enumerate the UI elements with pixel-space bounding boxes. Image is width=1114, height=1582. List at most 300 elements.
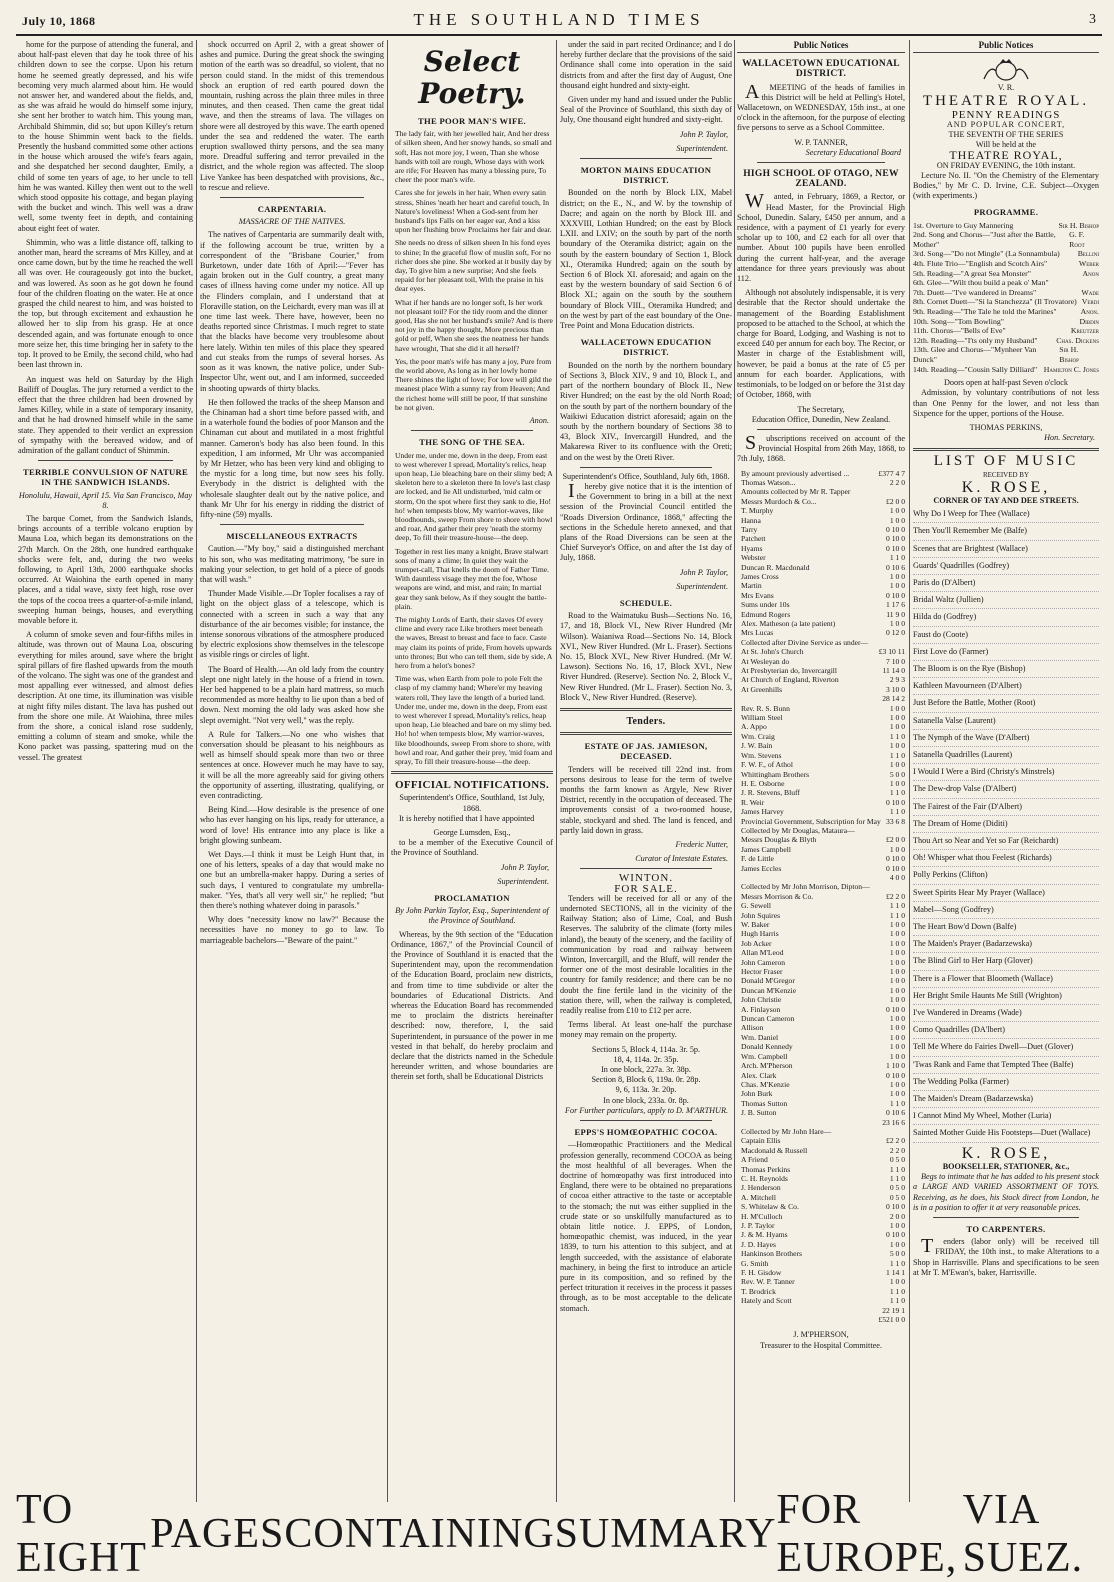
subscription-amount: 0 10 6 — [886, 562, 905, 572]
subscription-row — [737, 600, 905, 609]
subscription-row — [737, 713, 905, 722]
subscription-amount: 2 9 3 — [889, 675, 905, 685]
programme-composer: Chas. Dickens — [1056, 335, 1099, 345]
music-list — [913, 506, 1099, 1143]
subscriber-name: James Harvey — [741, 807, 784, 817]
subscription-amount: 1 0 0 — [889, 844, 905, 854]
subscription-row — [737, 544, 905, 553]
subscription-row — [737, 1118, 905, 1127]
divider — [757, 162, 885, 163]
music-item: The Nymph of the Wave (D'Albert) — [913, 730, 1099, 747]
extract-paragraph: Wet Days.—I think it must be Leigh Hunt that, in one of his letters, speaks of a day that would make no one but an umbrella-maker happy. During a series of such days, I ventured to congratulate my umbrella-maker. "Yes, that's all very well sir," he replied; "but then there's nothing whatever doing in parasols." — [200, 850, 384, 911]
subscription-amount: 1 0 0 — [889, 515, 905, 525]
divider — [38, 460, 173, 461]
subscription-amount: 1 0 0 — [889, 995, 905, 1005]
column-rule — [556, 40, 557, 1502]
subscriber-name: J. & M. Hyams — [741, 1230, 788, 1240]
subscription-amount: 1 0 0 — [889, 571, 905, 581]
divider — [580, 467, 712, 468]
programme-composer: Wade — [1081, 287, 1099, 297]
subscription-amount: 0 10 0 — [886, 590, 905, 600]
notice-paragraph: Although not absolutely indispensable, it is very desirable that the Rector should undertake the management of the Boarding Establishment proposed to be attached to the School, at which the charge for Board, Lodging, and Washing is not to exceed £40 per annum for each boy. The Rector, or Master in charge of the Establishment will, however, be paid a bonus at the rate of £5 per annum for each boarder. Applications, with testimonials, to be lodged on or before the 31st day of October, 1868, with — [737, 288, 905, 400]
subscription-row — [737, 788, 905, 797]
subscriber-name: A. Appo — [741, 722, 767, 732]
music-item: The Dream of Home (Diditi) — [913, 816, 1099, 833]
column-5 — [737, 40, 905, 1502]
district-paragraph: Bounded on the north by the northern boundary of Sections 3, Block XIV., 9 and 10, Block I., and part of the northern boundary of Block II., New River Hundred; on the east by the old North Road; on the south by part of the northern boundary of the Waikiwi Education district aforesaid; again on the south by the northern boundary of Sections 38 to 43, Block XIV., Invercargill Hundred, and the Makarewa River to its confluence with the Oreti; and on the west by the Oreti River. — [560, 360, 732, 462]
notice-paragraph: Wanted, in February, 1869, a Rector, or Head Master, for the Provincial High School, Dunedin. Salary, £450 per annum, and a residence, with a payment of £1 yearly for every scholar up to 100, and £2 each for all over that number. About 100 pupils have been enrolled during the current half-year, and the average attendance for three years previously was about 112. — [737, 190, 905, 284]
notice-paragraph: Terms liberal. At least one-half the purchase money may remain on the property. — [560, 1020, 732, 1040]
subscription-amount: 0 10 0 — [886, 534, 905, 544]
subscription-amount: 1 0 0 — [889, 1221, 905, 1231]
section-listing: Section 8, Block 6, 119a. 0r. 28p. — [591, 1075, 701, 1085]
issue-date: July 10, 1868 — [22, 14, 96, 28]
programme-item — [913, 336, 1099, 346]
merchant-address: CORNER OF TAY AND DEE STREETS. — [933, 495, 1079, 505]
notice-heading: ESTATE OF JAS. JAMIESON, DECEASED. — [584, 741, 708, 762]
subscription-row — [737, 610, 905, 619]
subscriber-name: Captain Ellis — [741, 1136, 781, 1146]
subscriber-name: Messrs Douglas & Blyth — [741, 835, 817, 845]
subscriber-name: Collected by Mr John Hare— — [741, 1126, 832, 1136]
event-date: ON FRIDAY EVENING, the 10th instant. — [936, 160, 1076, 170]
event-series: THE SEVENTH OF THE SERIES — [948, 130, 1064, 140]
footer-word: CONTAINING — [284, 1511, 555, 1557]
notice-paragraph: Tenders will be received till 22nd inst. from persons desirous to lease for the term of twelve months the farm known as Argyle, New River District, recently in the occupation of deceased. The improvements consist of a two-roomed house, stable, stockyard and shed. The land is fenced, and partly laid down in grass. — [560, 764, 732, 835]
subscriber-name: Duncan Cameron — [741, 1014, 795, 1024]
music-item: The Wedding Polka (Farmer) — [913, 1074, 1099, 1091]
subscription-amount: 0 10 0 — [886, 854, 905, 864]
poem-stanza: Cares she for jewels in her hair, When every satin stress, Shines 'neath her heart and careful touch, In Nature's loveliness! When a God-sent from her husband's lips Falls on her eager ear, And a kiss upon her flushing brow Proclaims her fair and dear. — [395, 188, 552, 235]
subscription-amount: 0 10 0 — [886, 1202, 905, 1212]
extract-paragraph: Being Kind.—How desirable is the presence of one who has ever hanging on his lips, ready for utterance, a word of love! His entrance into any place is like a bright glowing sunbeam. — [200, 805, 384, 845]
subscriber-name: F. de Little — [741, 854, 774, 864]
subscription-amount: 1 0 0 — [889, 713, 905, 723]
subscriber-name — [737, 1306, 741, 1315]
subscriber-name: H. E. Osborne — [741, 778, 785, 788]
subscription-row — [737, 798, 905, 807]
subscription-amount: 1 0 0 — [889, 506, 905, 516]
subscription-row — [737, 638, 905, 647]
merchant-trade: BOOKSELLER, STATIONER, &c., — [942, 1161, 1070, 1171]
programme-item — [913, 221, 1099, 231]
programme-piece: 6th. Glee—"Wilt thou build a peak o' Man" — [913, 278, 1049, 288]
lecture-text: Lecture No. II. "On the Chemistry of the Elementary Bodies," by Mr C. D. Irvine, C.E. Subject—Oxygen (with experiments.) — [913, 170, 1099, 201]
divider — [580, 158, 712, 159]
music-item: Mabel—Song (Godfrey) — [913, 902, 1099, 919]
subscriber-name: T. Brodrick — [741, 1286, 776, 1296]
section-listing: Sections 5, Block 4, 114a. 3r. 5p. — [591, 1044, 701, 1054]
footer-banner — [16, 1487, 1102, 1581]
subscription-row — [737, 694, 905, 703]
subscription-row — [737, 958, 905, 967]
subscriber-name: James Campbell — [741, 844, 791, 854]
column-rule — [909, 40, 910, 1502]
article-heading: MISCELLANEOUS EXTRACTS — [226, 531, 358, 542]
subscriber-name: Thomas Watson... — [741, 477, 796, 487]
subscription-row — [737, 525, 905, 534]
office-line: Superintendent's Office, Southland, July 6th, 1868. — [562, 471, 730, 481]
music-item: The Fairest of the Fair (D'Albert) — [913, 799, 1099, 816]
music-item: The Dew-drop Valse (D'Albert) — [913, 781, 1099, 798]
subscription-amount: 1 1 0 — [889, 750, 905, 760]
divider — [560, 708, 732, 711]
subscription-row — [737, 911, 905, 920]
subscription-amount: 1 0 0 — [889, 581, 905, 591]
subscriber-name: By amount previously advertised ... — [741, 468, 850, 478]
subscription-amount: 1 0 0 — [889, 967, 905, 977]
article-paragraph: shock occurred on April 2, with a great shower of ashes and pumice. During the great shock the swinging motion of the earth was so dreadful, so violent, that no person could stand. In the midst of this tremendous shock an eruption of red earth poured down the mountain, rushing across the plain three miles in three minutes, and then ceased. Then came the great tidal wave, and then the streams of lava. The villages on shore were all destroyed by this wave. The earth opened under the sea and reddened the water. The earth eruption swallowed thirty persons, and the sea many more. Dreadful suffering and terror prevailed in the district, and the whole region was affected. The sloop Live Yankee has been despatched with provisions, &c., to rescue and relieve. — [200, 40, 384, 192]
subscription-amount: 7 10 0 — [886, 656, 905, 666]
subscription-row — [737, 760, 905, 769]
subscription-row — [737, 1212, 905, 1221]
subscriber-name: Macdonald & Russell — [741, 1145, 808, 1155]
subscriber-name: Hugh Harris — [741, 929, 779, 939]
subscription-amount: 0 10 0 — [886, 1230, 905, 1240]
subscription-row — [737, 497, 905, 506]
subscription-row — [737, 1089, 905, 1098]
subscription-row — [737, 647, 905, 656]
subscriber-name: Arch. M'Pherson — [741, 1061, 793, 1071]
venue-heading: THEATRE ROYAL, — [949, 148, 1063, 163]
proclamation-paragraph: under the said in part recited Ordinance; and I do hereby further declare that the provisions of the said Ordinance shall come into operation in the said districts from and after the first day of August, One thousand eight hundred and sixty-eight. — [560, 40, 732, 90]
subscription-amount: 4 0 0 — [889, 872, 905, 882]
programme-item — [913, 365, 1099, 375]
divider — [580, 868, 712, 869]
subscriber-name: Messrs Morrison & Co. — [741, 891, 814, 901]
subscription-row — [737, 685, 905, 694]
subscription-amount: 1 1 0 — [889, 910, 905, 920]
subscription-amount: 0 10 6 — [886, 1108, 905, 1118]
subscription-amount: 1 0 0 — [889, 722, 905, 732]
subscription-amount: 28 14 2 — [882, 694, 905, 704]
subscriber-name: Sums under 10s — [741, 600, 790, 610]
music-item: The Maiden's Dream (Badarzewska) — [913, 1091, 1099, 1108]
subscription-row — [737, 722, 905, 731]
divider — [220, 197, 364, 198]
subscription-row — [737, 1146, 905, 1155]
schedule-heading: SCHEDULE. — [619, 597, 673, 608]
subscriber-name: W. Baker — [741, 920, 770, 930]
subscription-amount: 0 10 0 — [886, 797, 905, 807]
music-item: Como Quadrilles (DA'lbert) — [913, 1022, 1099, 1039]
music-item: Why Do I Weep for Thee (Wallace) — [913, 506, 1099, 523]
subscription-amount: 1 0 0 — [889, 1239, 905, 1249]
section-listing: 18, 4, 114a. 2r. 35p. — [613, 1054, 679, 1064]
poem-stanza: Yes, the poor man's wife has many a joy, Pure from the world above, As long as in her lowly home There shines the light of love; For love will gild the meanest place With a sunny ray from Heaven; And the richest home will still be poor, If that sunshine be not given. — [395, 356, 552, 412]
subscription-row — [737, 581, 905, 590]
footer-word: PAGES — [150, 1511, 285, 1557]
subscription-row — [737, 628, 905, 637]
signature: John P. Taylor, — [500, 862, 549, 872]
extract-paragraph: Thunder Made Visible.—Dr Topler focalises a ray of light on the object glass of a telescope, which is connected with a screen in such a way that any disturbance of the air becomes visible; for instance, the intense sonorous vibrations of the atmosphere produced by electric explosions show themselves in the telescope as visible rings or circles of light. — [200, 589, 384, 660]
subscription-amount: 1 0 0 — [889, 976, 905, 986]
subscription-row — [737, 469, 905, 478]
subscription-row — [737, 995, 905, 1004]
subscriber-name: Allan M'Leod — [741, 948, 784, 958]
subscriber-name: At St. John's Church — [741, 647, 804, 657]
poem-stanza: She needs no dress of silken sheen In his fond eyes to shine; In the graceful flow of muslin soft, For no richer does she pine. She worked at it busily day by day, To give him a new surprise; And she feels repaid for her pleasant toil, With the praise in his dear eyes. — [395, 238, 552, 294]
subscription-amount: 2 2 0 — [889, 477, 905, 487]
programme-item — [913, 259, 1099, 269]
subscription-row — [737, 920, 905, 929]
subscription-amount: 1 0 0 — [889, 1277, 905, 1287]
subscription-row — [737, 976, 905, 985]
royal-crest-icon — [976, 57, 1036, 83]
programme-item — [913, 288, 1099, 298]
programme-composer: Kreutzer — [1070, 326, 1099, 336]
subscriber-name: Edmund Rogers — [741, 609, 791, 619]
subscriber-name: F. W. F., of Athol — [741, 760, 793, 770]
column-rule — [734, 40, 735, 1502]
poem-author: Anon. — [529, 416, 549, 426]
extract-paragraph: Why does "necessity know no law?" Because the necessities have no money to go to law. To marriageable bachelors—"Beware of the paint." — [200, 915, 384, 945]
subscriber-name: Hyams — [741, 543, 763, 553]
subscriber-name: Hector Fraser — [741, 967, 783, 977]
subscription-row — [737, 1296, 905, 1305]
programme-item — [913, 230, 1099, 249]
subscription-amount: 1 1 0 — [889, 731, 905, 741]
subscription-row — [737, 986, 905, 995]
subscriber-name: Collected by Mr Douglas, Mataura— — [741, 825, 855, 835]
subscription-row — [737, 1268, 905, 1277]
poem-stanza: What if her hands are no longer soft, Is her work not pleasant toil? For the tidy room and the dinner good, Has she not her husband's smile? And is there not joy in the happy thought, More precious than gold or pelf, When she sees the neatness her hands have wrought, That she did it all herself? — [395, 297, 553, 353]
signature-role: Curator of Intestate Estates. — [635, 854, 728, 864]
subscription-amount: 1 0 0 — [889, 741, 905, 751]
subscriber-name: A Friend — [741, 1155, 768, 1165]
programme-piece: 7th. Duett—"I've wandered in Dreams" — [913, 287, 1037, 297]
article-heading: CARPENTARIA. — [257, 204, 327, 215]
subscription-row — [737, 939, 905, 948]
subscriber-name: J. B. Sutton — [741, 1108, 777, 1118]
subscriber-name: J. R. Stevens, Bluff — [741, 788, 800, 798]
music-item: Sweet Spirits Hear My Prayer (Wallace) — [913, 885, 1099, 902]
music-item: There is a Flower that Bloometh (Wallace) — [913, 971, 1099, 988]
subscriber-name: Alex. Clark — [741, 1070, 777, 1080]
subscriber-name: S. Whitelaw & Co. — [741, 1202, 799, 1212]
subscription-row — [737, 948, 905, 957]
poem-stanza: Time was, when Earth from pole to pole Felt the clasp of my clammy hand; Where'er my heaving waters roll, They lave the length of a buried land. Under me, under me, down in the deep, From east to west wherever I spread, Mortality's relics, heap upon heap, Lie bleached and bare on my slimy bed. Ho! ho! when tempests blow, My warrior-waves, like bloodhounds, sweep From shore to shore, with howl and roar, And gather their prey, 'mid foam and spray, To fill their treasure-house—the deep. — [395, 674, 553, 766]
section-listing: 9, 6, 113a. 3r. 20p. — [615, 1085, 677, 1095]
subscription-amount: 1 0 0 — [889, 1079, 905, 1089]
subscription-amount: 1 0 0 — [889, 619, 905, 629]
proclamation-heading: PROCLAMATION — [434, 893, 510, 904]
subscriber-name: Whittingham Brothers — [741, 769, 810, 779]
subscription-row — [737, 572, 905, 581]
notice-paragraph: Tenders (labor only) will be received till FRIDAY, the 10th inst., to make Alterations to a Shop in Harrisville. Plans and specifications to be seen at Mr T. M'Ewan's, baker, Harrisville. — [913, 1235, 1099, 1277]
subscription-row — [737, 487, 905, 496]
music-item: Her Bright Smile Haunts Me Still (Wrighton) — [913, 988, 1099, 1005]
notice-heading: TO CARPENTERS. — [966, 1223, 1046, 1234]
subscription-row — [737, 1183, 905, 1192]
subscription-amount: 1 0 0 — [889, 1032, 905, 1042]
subscriber-name: At Greenhills — [741, 684, 783, 694]
subscription-amount: £3 10 11 — [878, 647, 905, 657]
subscriber-name: John Cameron — [741, 957, 786, 967]
programme-piece: 10th. Song—"Tom Bowling" — [913, 316, 1004, 326]
subscription-amount: 1 1 0 — [889, 1296, 905, 1306]
subscription-amount: 3 10 0 — [886, 684, 905, 694]
subscription-row — [737, 732, 905, 741]
subscription-row — [737, 553, 905, 562]
subscription-row — [737, 666, 905, 675]
subscription-amount: 1 0 0 — [889, 938, 905, 948]
programme-piece: 8th. Cornet Duett—"Si la Stanchezza" (Il Trovatore) — [913, 297, 1077, 307]
subscription-amount: 1 1 0 — [889, 788, 905, 798]
subscription-amount: 1 0 0 — [889, 957, 905, 967]
newspaper-title: THE SOUTHLAND TIMES — [413, 10, 705, 29]
article-paragraph: The barque Comet, from the Sandwich Islands, brings accounts of a terrible volcano eruption by Mauna Loa, which began its demonstrations on the 27th March. On the 28th, one hundred earthquake shocks were felt, and, during the two weeks following, to April 13th, 2000 earthquake shocks occurred. At Waiohina the earth opened in many places, and a tidal wave, sixty feet high, rose over the tops of the cocoa trees a quarter-of-a-mile inland, sweeping human beings, houses, and everything movable before it. — [18, 513, 193, 625]
music-list-heading: LIST OF MUSIC — [933, 453, 1079, 470]
proclamation-paragraph: Whereas, by the 9th section of the "Education Ordinance, 1867," of the Provincial Council of the Province of Southland it is enacted that the Superintendent may, upon the recommendation of the Education Board, proclaim new districts, and from time to time subdivide or alter the boundaries of Educational Districts. And whereas the Education Board has recommended me to proclaim the districts hereinafter described: now, therefore, I, the said Superintendent, in pursuance of the power in me vested in that behalf, do hereby proclaim and declare that the districts named in the Schedule hereunder written, and whose boundaries are therein set forth, shall be Educational Districts — [391, 929, 553, 1082]
programme-piece: 2nd. Song and Chorus—"Just after the Battle, Mother" — [913, 230, 1056, 249]
notice-paragraph: Subscriptions received on account of the Provincial Hospital from 26th May, 1868, to 7th July, 1868. — [737, 431, 905, 464]
signature-role: Secretary Educational Board — [805, 147, 901, 157]
subscription-amount: 1 1 0 — [889, 1286, 905, 1296]
subscription-amount: 5 0 0 — [889, 1249, 905, 1259]
subscription-row — [737, 779, 905, 788]
signature: Frederic Nutter, — [675, 840, 728, 850]
subscription-row — [737, 751, 905, 760]
subscription-row — [737, 1221, 905, 1230]
subscription-row — [737, 675, 905, 684]
subscription-row — [737, 1061, 905, 1070]
subscription-row — [737, 1193, 905, 1202]
music-item: Faust do (Coote) — [913, 627, 1099, 644]
subscriber-name — [737, 873, 741, 882]
programme-item — [913, 317, 1099, 327]
subscription-row — [737, 591, 905, 600]
subscriber-name: J. Henderson — [741, 1183, 781, 1193]
subscription-amount: 0 5 0 — [889, 1155, 905, 1165]
article-paragraph: Shimmin, who was a little distance off, talking to another man, heard the screams of Mrs Killey, and at once came down, but by the time he reached the well all was over. He courageously got into the bucket, and was lowered. As soon as he got down he found four of the children floating on the water. He at once grasped the child nearest to him, and was hoisted to the top, but through excitement and exhaustion he allowed her to slip from his grasp. He at once descended again, and was fortunate enough to once more seize her, this time bringing her in safety to the top. It proved to be Emily, the second child, who had been last thrown in. — [18, 237, 193, 370]
subscription-row — [737, 1240, 905, 1249]
music-item: Satanella Valse (Laurent) — [913, 713, 1099, 730]
music-item: Kathleen Mavourneen (D'Albert) — [913, 678, 1099, 695]
subscription-amount: 33 6 8 — [886, 816, 905, 826]
music-item: The Bloom is on the Rye (Bishop) — [913, 661, 1099, 678]
signature-role: Superintendent. — [497, 876, 549, 886]
subscription-amount: 1 1 0 — [889, 553, 905, 563]
signature-role: Superintendent. — [676, 581, 728, 591]
programme-item — [913, 307, 1099, 317]
subscriber-name: Wm. Craig — [741, 731, 775, 741]
subscription-amount: 1 1 0 — [889, 901, 905, 911]
subscription-row — [737, 1136, 905, 1145]
programme-composer: Bellini — [1077, 249, 1099, 259]
subscription-row — [737, 845, 905, 854]
subscription-row — [737, 563, 905, 572]
poem-stanza: The mighty Lords of Earth, their slaves Of every clime and every race Like brothers meet beneath the waves, Breast to breast and face to face. Caste may claim its points of pride, From hovels upwards unto thrones; But who can tell them, side by side, A hero from a helot's bones? — [395, 614, 552, 670]
programme-piece: 12th. Reading—"I'ts only my Husband" — [913, 335, 1038, 345]
footer-word: FOR EUROPE, — [776, 1487, 958, 1581]
subscription-row — [737, 1249, 905, 1258]
subscription-amount: 1 0 0 — [889, 948, 905, 958]
subscription-amount: 1 0 0 — [889, 703, 905, 713]
programme-piece: 5th. Reading—"A great Sea Monster" — [913, 268, 1031, 278]
subscription-row — [737, 1259, 905, 1268]
subscription-amount: 1 0 0 — [889, 1023, 905, 1033]
subscription-row — [737, 1080, 905, 1089]
apply-to: For Further particulars, apply to D. M'ARTHUR. — [565, 1105, 728, 1115]
subscriber-name: H. M'Culloch — [741, 1211, 783, 1221]
subscriber-name: A. Finlayson — [741, 1004, 781, 1014]
music-item: Guards' Quadrilles (Godfrey) — [913, 558, 1099, 575]
advert-paragraph: Begs to intimate that he has added to his present stock a LARGE AND VARIED ASSORTMENT OF TOYS. Receiving, as he does, his Stock direct from London, he is in a position to offer it at very reasonable prices. — [913, 1172, 1099, 1212]
subscriber-name: Donald M'Gregor — [741, 976, 795, 986]
extract-paragraph: Caution.—"My boy," said a distinguished merchant to his son, who was meditating matrimony, "be sure in making your selection, to get hold of a piece of goods that will wash." — [200, 544, 384, 584]
extract-paragraph: A Rule for Talkers.—No one who wishes that conversation should be pleasant to his neighbours as well as himself should speak more than two or three sentences at once. However much he may have to say, it will be all the more agreeably said for giving others the opportunity of asserting, illustrating, qualifying, or even contradicting. — [200, 729, 384, 801]
notice-heading: WINTON. — [618, 872, 674, 885]
music-item: I Would I Were a Bird (Christy's Minstrels) — [913, 764, 1099, 781]
subscription-amount: 1 1 0 — [889, 1164, 905, 1174]
subscriber-name: Duncan R. Macdonald — [741, 562, 810, 572]
district-paragraph: Bounded on the north by Block LIX, Mabel district; on the E., N., and W. by the township of Dacre; and again on the north by Block III. and XXXVIII, Lothian Hundred; on the east by Block LXII. and LXIV; on the south by part of the north boundary of the Oteramika district; again on the south by the eastern boundary of Section 1, Block XI., Oteramika Hundred; again on the south by Section 6 of Block XI. aforesaid; and again on the east by the western boundary of said Section 6 of Block XI.; again on the south by the southern boundary of Block VIII., Oteramika Hundred; and on the west by part of the east boundary of the One-Tree Point and Mona Education districts. — [560, 188, 732, 331]
subscription-amount: 1 0 0 — [889, 929, 905, 939]
subscriber-name: Mrs Evans — [741, 590, 774, 600]
subscription-amount: 1 0 0 — [889, 778, 905, 788]
signature: John P. Taylor, — [679, 567, 728, 577]
subscription-row — [737, 826, 905, 835]
district-heading: WALLACETOWN EDUCATION DISTRICT. — [580, 337, 712, 358]
vr-monogram: V. R. — [997, 83, 1015, 93]
subscriber-name: Thomas Sutton — [741, 1098, 788, 1108]
subscriber-name: Amounts collected by Mr R. Tapper — [741, 487, 851, 497]
subscription-row — [737, 704, 905, 713]
subscription-amount: £521 0 0 — [878, 1315, 905, 1325]
theatre-heading: THEATRE ROYAL. — [922, 93, 1090, 110]
subscriber-name: At Presbyterian do, Invercargill — [741, 666, 838, 676]
subscriber-name: R. Weir — [741, 797, 765, 807]
column-4 — [560, 40, 732, 1502]
admission-text: Admission, by voluntary contributions of not less than One Penny for the lower, and not less than Sixpence for the upper, portions of the House. — [913, 388, 1099, 418]
event-subheading: AND POPULAR CONCERT, — [946, 119, 1066, 129]
divider — [560, 732, 732, 735]
subscriber-name: James Cross — [741, 571, 779, 581]
subscription-amount: 2 2 0 — [889, 1145, 905, 1155]
music-item: Oh! Whisper what thou Feelest (Richards) — [913, 850, 1099, 867]
subscription-amount: £2 0 0 — [886, 496, 905, 506]
subscription-amount: 1 1 0 — [889, 807, 905, 817]
subscriber-name: John Christie — [741, 995, 782, 1005]
subscriber-name: Donald Kennedy — [741, 1042, 793, 1052]
subscriber-name: Wm. Campbell — [741, 1051, 788, 1061]
subscription-amount: 11 14 0 — [882, 666, 905, 676]
subscriber-name: Tarry — [741, 524, 758, 534]
subscription-amount: 1 0 0 — [889, 1014, 905, 1024]
subscriber-name: Messrs Murdoch & Co... — [741, 496, 817, 506]
subscription-amount: 1 0 0 — [889, 920, 905, 930]
music-item: Thou Art so Near and Yet so Far (Reichardt) — [913, 833, 1099, 850]
music-item: The Maiden's Prayer (Badarzewska) — [913, 936, 1099, 953]
subscription-row — [737, 1071, 905, 1080]
subscription-amount: 1 0 0 — [889, 760, 905, 770]
subscription-amount: 22 19 1 — [882, 1305, 905, 1315]
subscription-row — [737, 516, 905, 525]
subscription-row — [737, 1042, 905, 1051]
column-1 — [18, 40, 193, 1502]
music-item: The Blind Girl to Her Harp (Glover) — [913, 953, 1099, 970]
subscription-amount: 0 10 0 — [886, 543, 905, 553]
divider — [913, 448, 1099, 451]
poem-stanza: Together in rest lies many a knight, Brave stalwart sons of many a clime; In quiet they wait the trumpet-call, That knells the doom of Father Time. With dauntless visage they met the foe, Whose weapons are wind, and mist, and rain; In martial gear they sank below, As if they sought the battle-plain. — [395, 546, 550, 611]
signature-role: Education Office, Dunedin, New Zealand. — [751, 414, 891, 424]
music-item: Then You'll Remember Me (Balfe) — [913, 523, 1099, 540]
signature: THOMAS PERKINS, — [969, 422, 1043, 432]
office-line: Superintendent's Office, Southland, 1st July, 1868. — [399, 793, 545, 813]
subscription-amount: £2 2 0 — [886, 1136, 905, 1146]
footer-word: TO EIGHT — [16, 1487, 147, 1581]
